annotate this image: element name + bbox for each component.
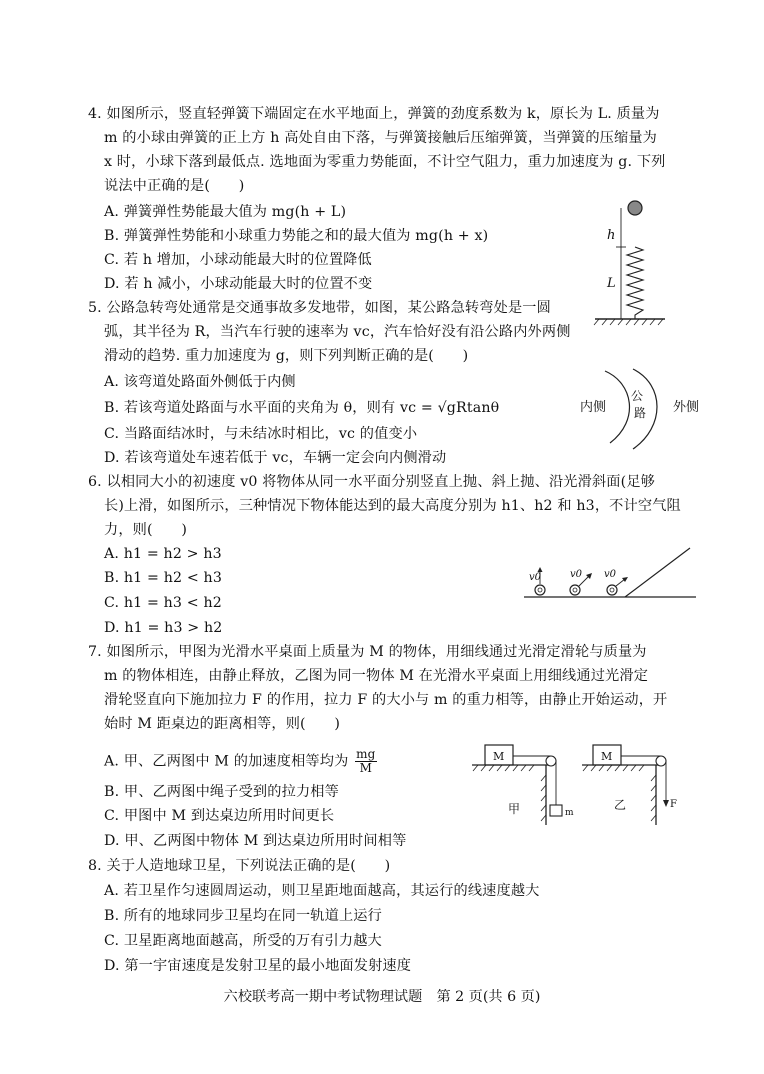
q5-stem-line-2: 弧，其半径为 R，当汽车行驶的速率为 vc，汽车恰好没有沿公路内外两侧 bbox=[104, 324, 571, 340]
q4-stem-line-2: m 的小球由弹簧的正上方 h 高处自由下落，与弹簧接触后压缩弹簧，当弹簧的压缩量为 bbox=[104, 130, 658, 146]
page-footer: 六校联考高一期中考试物理试题 第 2 页(共 6 页) bbox=[223, 989, 541, 1005]
q8-stem-line-1: 8. 关于人造地球卫星，下列说法正确的是( ) bbox=[88, 858, 391, 874]
q7-stem-line-1: 7. 如图所示，甲图为光滑水平桌面上质量为 M 的物体，用细线通过光滑定滑轮与质量为 bbox=[88, 644, 647, 660]
v0-label-2: v0 bbox=[570, 569, 583, 580]
q7-option-a-text: A. 甲、乙两图中 M 的加速度相等均为 bbox=[104, 753, 349, 770]
road-label-2: 路 bbox=[634, 406, 647, 420]
fraction bbox=[355, 748, 376, 775]
q5-road-curve-figure bbox=[565, 365, 715, 450]
v0-label-1: v0 bbox=[529, 572, 542, 583]
q8-option-c: C. 卫星距离地面越高，所受的万有引力越大 bbox=[104, 933, 382, 949]
force-arrow-icon bbox=[663, 800, 669, 807]
q4-option-a: A. 弹簧弹性势能最大值为 mg(h + L) bbox=[104, 204, 347, 220]
q4-stem-line-1: 4. 如图所示，竖直轻弹簧下端固定在水平地面上，弹簧的劲度系数为 k，原长为 L. 质量为 bbox=[88, 106, 660, 122]
ball-oblique-icon bbox=[570, 585, 580, 595]
q5-option-a: A. 该弯道处路面外侧低于内侧 bbox=[104, 374, 296, 390]
q5-option-d: D. 若该弯道处车速若低于 vc，车辆一定会向内侧滑动 bbox=[104, 450, 447, 466]
figure-jia-label: 甲 bbox=[508, 802, 521, 816]
outer-side-label: 外侧 bbox=[673, 400, 700, 415]
q8-option-d: D. 第一宇宙速度是发射卫星的最小地面发射速度 bbox=[104, 958, 412, 974]
q6-option-d: D. h1 = h3 > h2 bbox=[104, 620, 223, 636]
figure-yi-label: 乙 bbox=[614, 798, 627, 812]
q5-option-c: C. 当路面结冰时，与未结冰时相比，vc 的值变小 bbox=[104, 426, 418, 442]
q7-stem-line-2: m 的物体相连，由静止释放，乙图为同一物体 M 在光滑水平桌面上用细线通过光滑定 bbox=[104, 668, 649, 684]
block-M-yi-label: M bbox=[601, 750, 613, 763]
fraction-denominator: M bbox=[359, 761, 373, 775]
ball-vertical-icon bbox=[535, 585, 545, 595]
ball-icon bbox=[628, 201, 642, 215]
q7-stem-line-4: 始时 M 距桌边的距离相等，则( ) bbox=[104, 716, 341, 732]
block-m bbox=[550, 805, 562, 816]
v0-label-3: v0 bbox=[604, 569, 617, 580]
block-m-label: m bbox=[565, 808, 574, 818]
q7-option-b: B. 甲、乙两图中绳子受到的拉力相等 bbox=[104, 784, 339, 800]
pulley-jia-icon bbox=[546, 756, 556, 766]
q4-option-b: B. 弹簧弹性势能和小球重力势能之和的最大值为 mg(h + x) bbox=[104, 228, 489, 244]
fraction-numerator: mg bbox=[356, 747, 376, 761]
q6-option-b: B. h1 = h2 < h3 bbox=[104, 570, 223, 586]
q6-stem-line-3: 力，则( ) bbox=[104, 522, 188, 538]
h-label: h bbox=[607, 228, 616, 243]
q4-stem-line-4: 说法中正确的是( ) bbox=[104, 178, 245, 194]
q5-option-b: B. 若该弯道处路面与水平面的夹角为 θ，则有 vc = √gRtanθ bbox=[104, 400, 500, 416]
q6-launch-figure bbox=[520, 540, 700, 602]
road-label-1: 公 bbox=[631, 389, 644, 403]
q5-stem-line-1: 5. 公路急转弯处通常是交通事故多发地带，如图，某公路急转弯处是一圆 bbox=[88, 300, 551, 316]
q4-spring-figure bbox=[585, 195, 675, 330]
q4-stem-line-3: x 时，小球下落到最低点. 选地面为零重力势能面，不计空气阻力，重力加速度为 g. 下列 bbox=[104, 154, 666, 170]
pulley-yi-icon bbox=[656, 756, 666, 766]
spring-icon bbox=[627, 247, 643, 319]
q7-option-d: D. 甲、乙两图中物体 M 到达桌边所用时间相等 bbox=[104, 833, 407, 849]
inner-side-label: 内侧 bbox=[580, 400, 607, 415]
q6-stem-line-2: 长)上滑，如图所示，三种情况下物体能达到的最大高度分别为 h1、h2 和 h3，不计空气阻 bbox=[104, 498, 681, 514]
force-F-label: F bbox=[670, 799, 677, 810]
q7-pulley-figure bbox=[470, 735, 685, 825]
L-label: L bbox=[607, 276, 616, 291]
q4-option-d: D. 若 h 减小，小球动能最大时的位置不变 bbox=[104, 276, 373, 292]
q5-stem-line-3: 滑动的趋势. 重力加速度为 g，则下列判断正确的是( ) bbox=[104, 348, 469, 364]
q6-option-a: A. h1 = h2 > h3 bbox=[104, 546, 222, 562]
q4-option-c: C. 若 h 增加，小球动能最大时的位置降低 bbox=[104, 252, 372, 268]
block-M-jia-label: M bbox=[493, 750, 505, 763]
q7-option-c: C. 甲图中 M 到达桌边所用时间更长 bbox=[104, 808, 335, 824]
q6-stem-line-1: 6. 以相同大小的初速度 v0 将物体从同一水平面分别竖直上抛、斜上抛、沿光滑斜面(足够 bbox=[88, 474, 655, 490]
q8-option-a: A. 若卫星作匀速圆周运动，则卫星距地面越高，其运行的线速度越大 bbox=[104, 883, 540, 899]
q7-option-a bbox=[104, 748, 377, 775]
q6-option-c: C. h1 = h3 < h2 bbox=[104, 595, 222, 611]
q7-stem-line-3: 滑轮竖直向下施加拉力 F 的作用，拉力 F 的大小与 m 的重力相等，由静止开始运动，开 bbox=[104, 692, 668, 708]
ball-slope-icon bbox=[607, 585, 617, 595]
q8-option-b: B. 所有的地球同步卫星均在同一轨道上运行 bbox=[104, 908, 382, 924]
